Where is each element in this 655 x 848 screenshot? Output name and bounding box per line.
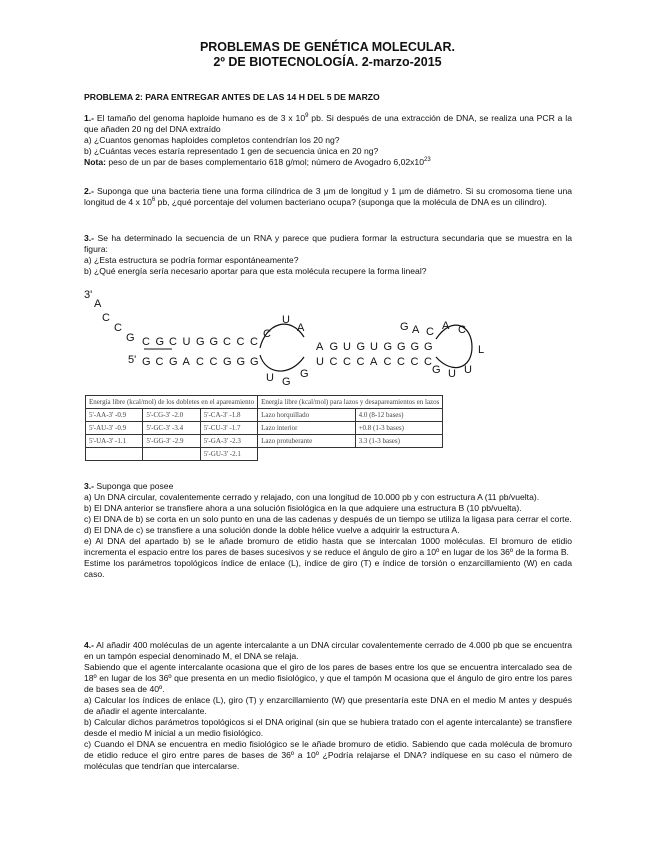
rna-tail-nucleotide: C — [102, 312, 110, 324]
rna-tail-nucleotide: A — [94, 298, 102, 310]
rna-stem-bottom-nucleotide: A — [370, 356, 378, 368]
rna-stem-top-nucleotide: G — [356, 341, 366, 353]
note-exponent: 23 — [424, 157, 431, 164]
pair-cell: 5'-CA-3' -1.8 — [200, 409, 257, 422]
rna-stem-bottom-nucleotide: C — [410, 356, 419, 368]
problem-3b — [84, 481, 572, 580]
problem-3b-item-a: a) Un DNA circular, covalentemente cerrado y relajado, con una longitud de 10.000 pb y con estructura A (11 pb/vuelta). — [84, 492, 540, 502]
problem-1-text-a: El tamaño del genoma haploide humano es de 3 x 10 — [96, 113, 306, 123]
pair-cell: 5'-UA-3' -1.1 — [86, 435, 143, 448]
problem-3b-item-d: d) El DNA de c) se transfiere a una solución donde la doble hélice vuelve a adquirir la estructura A. — [84, 525, 460, 535]
problem-4-number: 4.- — [84, 640, 95, 650]
rna-5-prime-label: 5' — [128, 354, 137, 366]
rna-stem-top-nucleotide: G — [329, 341, 339, 353]
title-line-2: 2º DE BIOTECNOLOGÍA. 2-marzo-2015 — [213, 55, 442, 69]
problem-2 — [84, 186, 572, 208]
rna-3-prime-label: 3' — [84, 289, 93, 301]
problem-3b-number: 3.- — [84, 481, 95, 491]
problem-2-heading: PROBLEMA 2: PARA ENTREGAR ANTES DE LAS 14 H DEL 5 DE MARZO — [84, 92, 380, 102]
problem-4-question-a: a) Calcular los índices de enlace (L), giro (T) y enzarcillamiento (W) que presentaría este DNA en el medio M antes y después de añadir el agente intercalante. — [84, 695, 572, 716]
rna-stem-top-nucleotide: G — [196, 336, 205, 348]
problem-3b-intro: Suponga que posee — [96, 481, 174, 491]
energy-table — [85, 395, 443, 461]
rna-tail-nucleotide: C — [114, 322, 122, 334]
problem-3-question-a: a) ¿Esta estructura se podría formar espontáneamente? — [84, 255, 299, 265]
rna-stem-bottom-nucleotide: C — [356, 356, 365, 368]
rna-stem-bottom-nucleotide: C — [196, 356, 204, 368]
problem-1-question-a: a) ¿Cuantos genomas haploides completos contendrían los 20 ng? — [84, 135, 340, 145]
pair-cell: 5'-GA-3' -2.3 — [200, 435, 257, 448]
rna-stem-bottom-nucleotide: U — [316, 356, 324, 368]
pair-cell: 5'-GC-3' -3.4 — [143, 422, 200, 435]
rna-stem-top-nucleotide: G — [410, 341, 420, 353]
rna-loop-nucleotide: G — [300, 368, 309, 380]
problem-3-text: Se ha determinado la secuencia de un RNA y parece que pudiera formar la estructura secundaria que se muestra en la figura: — [84, 233, 573, 254]
rna-loop-nucleotide: U — [266, 372, 274, 384]
rna-stem-bottom-nucleotide: C — [424, 356, 432, 368]
rna-stem-bottom-nucleotide: G — [223, 356, 232, 368]
rna-hairpin-nucleotide: C — [426, 326, 434, 338]
problem-3 — [84, 233, 572, 277]
rna-stem-bottom-nucleotide: C — [155, 356, 164, 368]
rna-stem-bottom-nucleotide: C — [329, 356, 338, 368]
rna-loop-nucleotide: C — [263, 328, 271, 340]
problem-1-question-b: b) ¿Cuántas veces estaría representado 1 gen de secuencia única en 20 ng? — [84, 146, 379, 156]
rna-tail-nucleotide: G — [126, 332, 135, 344]
problem-3b-item-b: b) El DNA anterior se transfiere ahora a una solución fisiológica en la que adquiere una estructura B (10 pb/vuelta). — [84, 503, 522, 513]
rna-stem-top-nucleotide: U — [343, 341, 351, 353]
energy-table-header-left: Energía libre (kcal/mol) de los dobletes en el apareamiento — [86, 396, 258, 409]
problem-3b-item-c: c) El DNA de b) se corta en un solo punto en una de las cadenas y después de un tiempo se utiliza la ligasa para cerrar el corte. — [84, 514, 572, 524]
rna-stem-top-nucleotide: G — [383, 341, 393, 353]
problem-3-question-b: b) ¿Qué energía sería necesario aportar para que esta molécula recupere la forma lineal? — [84, 266, 427, 276]
rna-loop-nucleotide: A — [297, 322, 305, 334]
rna-stem-top-nucleotide: U — [370, 341, 378, 353]
rna-hairpin-nucleotide: U — [448, 368, 456, 380]
problem-3b-item-e: e) Al DNA del apartado b) se le añade bromuro de etidio hasta que se intercalan 1000 moléculas. El bromuro de etidio incrementa el espacio entre los pares de bases sucesivos y se reduce el ángulo de giro a 10º en lugar de los 36º de la forma B. — [84, 536, 572, 557]
problem-1-number: 1.- — [84, 113, 95, 123]
problem-4 — [84, 640, 572, 772]
rna-stem-bottom-nucleotide: G — [236, 356, 246, 368]
problem-3b-item-f: Estime los parámetros topológicos índice de enlace (L), índice de giro (T) e índice de torsión o enzarcillamiento (W) en cada caso. — [84, 558, 572, 579]
problem-2-number: 2.- — [84, 186, 95, 196]
rna-stem-top-nucleotide: A — [316, 341, 324, 353]
rna-stem-bottom-nucleotide: G — [142, 356, 151, 368]
rna-loop-nucleotide: U — [282, 314, 290, 326]
rna-stem-bottom-nucleotide: C — [343, 356, 351, 368]
loop-name-cell: Lazo protuberante — [258, 435, 355, 448]
rna-stem-bottom-nucleotide: A — [182, 356, 190, 368]
problem-4-question-c: c) Cuando el DNA se encuentra en medio fisiológico se le añade bromuro de etidio. Sabiendo que cada molécula de bromuro de etidio reduce el giro entre pares de bases de 36º a 10º ¿Podría relajarse el DNA? indíquese en su caso el número de moléculas que tendrían que intercalarse. — [84, 739, 572, 771]
problem-4-text: Al añadir 400 moléculas de un agente intercalante a un DNA circular covalentemente cerrado de 4.000 pb que se encuentra en un tampón especial denominado M, el DNA se relaja. — [84, 640, 572, 661]
pair-cell — [143, 448, 200, 461]
rna-stem-top-nucleotide: G — [397, 341, 406, 353]
rna-stem-bottom-nucleotide: C — [209, 356, 218, 368]
problem-2-exponent: 6 — [151, 197, 156, 204]
rna-stem-top-nucleotide: G — [209, 336, 219, 348]
problem-1 — [84, 113, 572, 168]
rna-loop-nucleotide: G — [282, 376, 291, 385]
energy-table-header-right: Energía libre (kcal/mol) para lazos y desapareamientos en lazos — [258, 396, 443, 409]
rna-stem-top-nucleotide: G — [424, 341, 433, 353]
rna-hairpin-loop-line — [436, 325, 472, 367]
rna-stem-top-nucleotide: C — [236, 336, 245, 348]
rna-stem-top-nucleotide: G — [155, 336, 165, 348]
rna-structure-figure — [80, 285, 500, 385]
rna-loop-nucleotide: G — [400, 321, 409, 333]
pair-cell: 5'-AU-3' -0.9 — [86, 422, 143, 435]
note-label: Nota: — [84, 157, 106, 167]
pair-cell: 5'-GU-3' -2.1 — [200, 448, 257, 461]
loop-value-cell: 3.3 (1-3 bases) — [355, 435, 443, 448]
pair-cell — [86, 448, 143, 461]
rna-hairpin-nucleotide: C — [458, 324, 466, 336]
note-text: peso de un par de bases complementario 618 g/mol; número de Avogadro 6,02x10 — [105, 157, 424, 167]
problem-4-question-b: b) Calcular dichos parámetros topológicos si el DNA original (sin que se hubiera tratado con el agente intercalante) se transfiere desde el medio M inicial a un medio fisiológico. — [84, 717, 572, 738]
rna-stem-bottom-nucleotide: C — [397, 356, 405, 368]
problem-1-exponent: 9 — [305, 113, 309, 120]
rna-stem-bottom-nucleotide: C — [383, 356, 392, 368]
rna-hairpin-nucleotide: G — [432, 364, 441, 376]
pair-cell: 5'-GG-3' -2.9 — [143, 435, 200, 448]
rna-hairpin-nucleotide: U — [464, 364, 472, 376]
rna-stem-top-nucleotide: C — [250, 336, 258, 348]
problem-1-text-b: pb. Si después de una extracción de DNA, se realiza una PCR a la que añaden 20 ng del DNA extraído — [84, 113, 572, 134]
problem-2-text-a: Suponga que una bacteria tiene una forma cilíndrica de 3 µm de longitud y 1 µm de diámetro. Si su cromosoma tiene una longitud de 4 x 10 — [84, 186, 572, 207]
loop-name-cell: Lazo horquillado — [258, 409, 355, 422]
problem-2-text-b: pb, ¿qué porcentaje del volumen bacteriano ocupa? (suponga que la molécula de DNA es un cilindro). — [155, 197, 547, 207]
rna-stem-bottom-nucleotide: G — [250, 356, 259, 368]
loop-value-cell: 4.0 (8-12 bases) — [355, 409, 443, 422]
title-line-1: PROBLEMAS DE GENÉTICA MOLECULAR. — [199, 40, 456, 54]
pair-cell: 5'-CG-3' -2.0 — [143, 409, 200, 422]
rna-stem-top-nucleotide: C — [223, 336, 231, 348]
problem-3-number: 3.- — [84, 233, 95, 243]
rna-hairpin-nucleotide: A — [442, 320, 450, 332]
rna-stem-bottom-nucleotide: G — [169, 356, 178, 368]
rna-stem-top-nucleotide: C — [142, 336, 150, 348]
rna-hairpin-nucleotide: L — [478, 344, 485, 356]
pair-cell: 5'-CU-3' -1.7 — [200, 422, 257, 435]
rna-stem-top-nucleotide: U — [182, 336, 191, 348]
problem-4-context: Sabiendo que el agente intercalante ocasiona que el giro de los pares de bases entre los que se encuentra intercalado sea de 18º en lugar de los 36º que presenta en un medio fisiológico, y que el tampón M ocasiona que el ángulo de giro entre los pares de bases sea de 40º. — [84, 662, 572, 694]
rna-loop-nucleotide: A — [412, 324, 420, 336]
loop-name-cell: Lazo interior — [258, 422, 355, 435]
rna-stem-top-nucleotide: C — [169, 336, 177, 348]
pair-cell: 5'-AA-3' -0.9 — [86, 409, 143, 422]
loop-value-cell: +0.8 (1-3 bases) — [355, 422, 443, 435]
